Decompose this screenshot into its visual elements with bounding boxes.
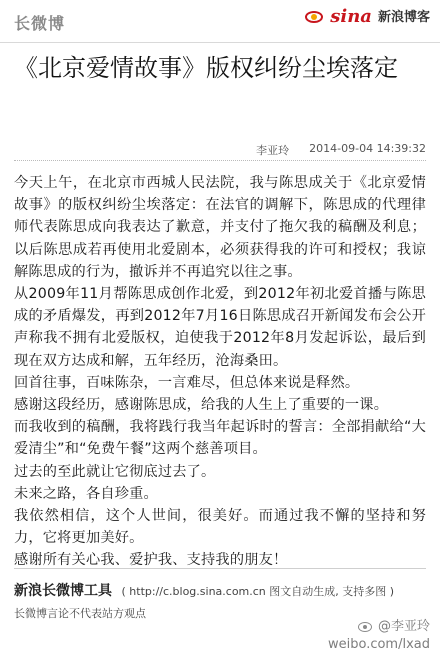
post-datetime: 2014-09-04 14:39:32 — [309, 142, 426, 155]
weibo-watermark — [328, 618, 430, 654]
tool-note: ( http://c.blog.sina.com.cn 图文自动生成, 支持多图 ) — [121, 585, 395, 598]
paragraph: 未来之路，各自珍重。 — [14, 485, 158, 502]
paragraph: 过去的至此就让它彻底过去了。 — [14, 463, 216, 480]
paragraph: 今天上午，在北京市西城人民法院，我与陈思成关于《北京爱情故事》的版权纠纷尘埃落定：在法官的调解下，陈思成的代理律师代表陈思成向我表达了歉意，并支付了拖欠我的稿酬及利息；以后陈思成若再使用北爱剧本，必须获得我的许可和授权；我谅解陈思成的行为，撤诉并不再追究以往之事。 — [14, 175, 426, 280]
footer-tools — [14, 580, 394, 600]
article-meta — [256, 142, 426, 158]
top-bar — [0, 0, 440, 43]
watermark-user: @李亚玲 — [377, 619, 430, 634]
paragraph: 回首往事，百味陈杂，一言难尽，但总体来说是释然。 — [14, 374, 360, 391]
changweibo-logo: 长微博 — [14, 14, 66, 33]
article-body — [14, 172, 426, 572]
title-divider — [14, 160, 426, 161]
tool-name[interactable]: 新浪长微博工具 — [14, 583, 112, 599]
watermark-site: weibo.com/lxad — [327, 637, 430, 652]
paragraph: 而我收到的稿酬，我将践行我当年起诉时的誓言：全部捐献给“大爱清尘”和“免费午餐”这两个慈善项目。 — [14, 419, 426, 458]
weibo-eye-icon — [358, 621, 374, 633]
sina-blog-logo[interactable] — [304, 8, 430, 26]
sina-eye-icon — [304, 9, 326, 25]
paragraph: 我依然相信，这个人世间，很美好。而通过我不懈的坚持和努力，它将更加美好。 — [14, 508, 426, 547]
footer-divider — [14, 568, 426, 569]
author-name[interactable]: 李亚玲 — [256, 144, 290, 157]
paragraph: 从2009年11月帮陈思成创作北爱，到2012年初北爱首播与陈思成的矛盾爆发，再到2012年7月16日陈思成召开新闻发布会公开声称我不拥有北爱版权，迫使我于2012年8月发起诉讼，最后到现在双方达成和解，五年经历，沧海桑田。 — [14, 286, 426, 369]
paragraph: 感谢所有关心我、爱护我、支持我的朋友！ — [14, 552, 288, 569]
sina-wordmark: sina — [330, 6, 372, 27]
sina-blog-label: 新浪博客 — [377, 9, 430, 25]
disclaimer: 长微博言论不代表站方观点 — [14, 607, 146, 620]
paragraph: 感谢这段经历，感谢陈思成，给我的人生上了重要的一课。 — [14, 397, 389, 414]
article-title: 《北京爱情故事》版权纠纷尘埃落定 — [14, 54, 398, 82]
